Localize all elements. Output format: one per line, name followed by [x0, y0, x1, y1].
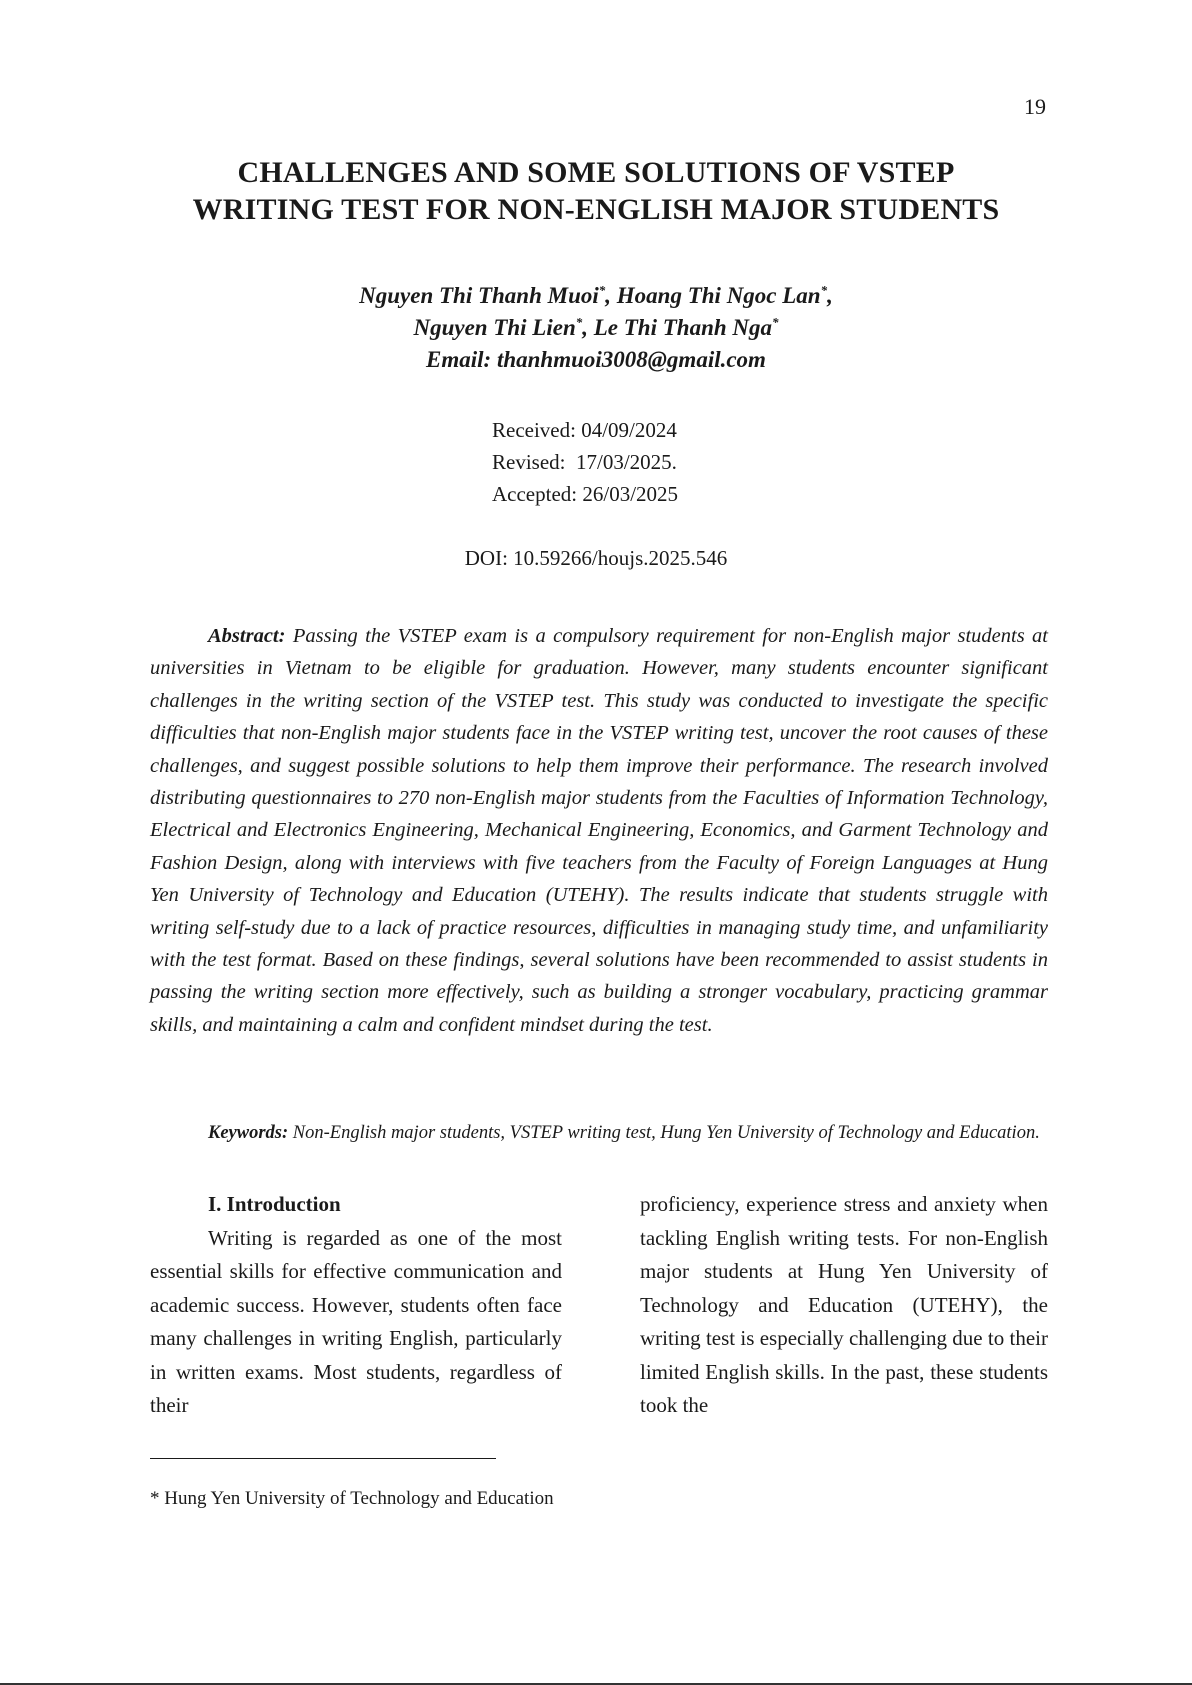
- abstract-text: Passing the VSTEP exam is a compulsory requirement for non-English major students at universities in Vietnam to be eligible for graduation. However, many students encounter significant challenges in the writing section of the VSTEP test. This study was conducted to investigate the specific difficulties that non-English major students face in the VSTEP writing test, uncover the root causes of these challenges, and suggest possible solutions to help them improve their performance. The research involved distributing questionnaires to 270 non-English major students from the Faculties of Information Technology, Electrical and Electronics Engineering, Mechanical Engineering, Economics, and Garment Technology and Fashion Design, along with interviews with five teachers from the Faculty of Foreign Languages at Hung Yen University of Technology and Education (UTEHY). The results indicate that students struggle with writing self-study due to a lack of practice resources, difficulties in managing study time, and unfamiliarity with the test format. Based on these findings, several solutions have been recommended to assist students in passing the writing section more effectively, such as building a stronger vocabulary, practicing grammar skills, and maintaining a calm and confident mindset during the test.: [150, 625, 1048, 1036]
- affiliation-marker: *: [772, 314, 779, 330]
- author-line-2: Nguyen Thi Lien*, Le Thi Thanh Nga*: [413, 314, 779, 340]
- section-heading: I. Introduction: [208, 1192, 341, 1216]
- doi: DOI: 10.59266/houjs.2025.546: [464, 546, 728, 570]
- title-line-2: WRITING TEST FOR NON-ENGLISH MAJOR STUDENTS: [192, 193, 1000, 226]
- keywords-text: Non-English major students, VSTEP writing test, Hung Yen University of Technology and Education.: [292, 1123, 1040, 1143]
- received-date: Received: 04/09/2024: [492, 418, 677, 442]
- author-line-1: Nguyen Thi Thanh Muoi*, Hoang Thi Ngoc Lan*,: [359, 282, 833, 308]
- accepted-date: Accepted: 26/03/2025: [492, 482, 679, 506]
- body-column-left: [150, 1188, 562, 1423]
- affiliation-marker: *: [598, 282, 606, 298]
- author-email-line: [200, 344, 992, 376]
- intro-paragraph-right: proficiency, experience stress and anxiety when tackling English writing tests. For non-English major students at Hung Yen University of Technology and Education (UTEHY), the writing test is especially challenging due to their limited English skills. In the past, these students took the: [640, 1192, 1048, 1417]
- author-name: Hoang Thi Ngoc Lan: [616, 283, 821, 308]
- body-column-right: [640, 1188, 1048, 1423]
- author-block: [200, 280, 992, 376]
- affiliation-marker: *: [820, 282, 828, 298]
- abstract-paragraph: [150, 620, 1048, 1041]
- footnote: * Hung Yen University of Technology and Education: [150, 1488, 554, 1509]
- author-name: Nguyen Thi Lien: [413, 315, 576, 340]
- intro-paragraph-left: Writing is regarded as one of the most essential skills for effective communication and academic success. However, students often face many challenges in writing English, particularly in written exams. Most students, regardless of their: [150, 1225, 562, 1417]
- abstract: [150, 620, 1048, 1041]
- revised-date: Revised: 17/03/2025.: [492, 450, 677, 474]
- email-label: Email:: [426, 347, 492, 372]
- affiliation-marker: *: [575, 314, 583, 330]
- paper-title: [100, 154, 1092, 228]
- footnote-divider: [150, 1458, 496, 1459]
- keywords: [150, 1118, 1048, 1148]
- abstract-label: Abstract:: [208, 625, 286, 647]
- author-name: Nguyen Thi Thanh Muoi: [359, 283, 599, 308]
- author-email[interactable]: thanhmuoi3008@gmail.com: [496, 347, 766, 372]
- title-line-1: CHALLENGES AND SOME SOLUTIONS OF VSTEP: [237, 156, 955, 189]
- author-name: Le Thi Thanh Nga: [593, 315, 773, 340]
- keywords-label: Keywords:: [208, 1123, 289, 1143]
- page-number: 19: [1024, 94, 1046, 119]
- keywords-paragraph: [150, 1118, 1048, 1148]
- date-block: [492, 414, 678, 510]
